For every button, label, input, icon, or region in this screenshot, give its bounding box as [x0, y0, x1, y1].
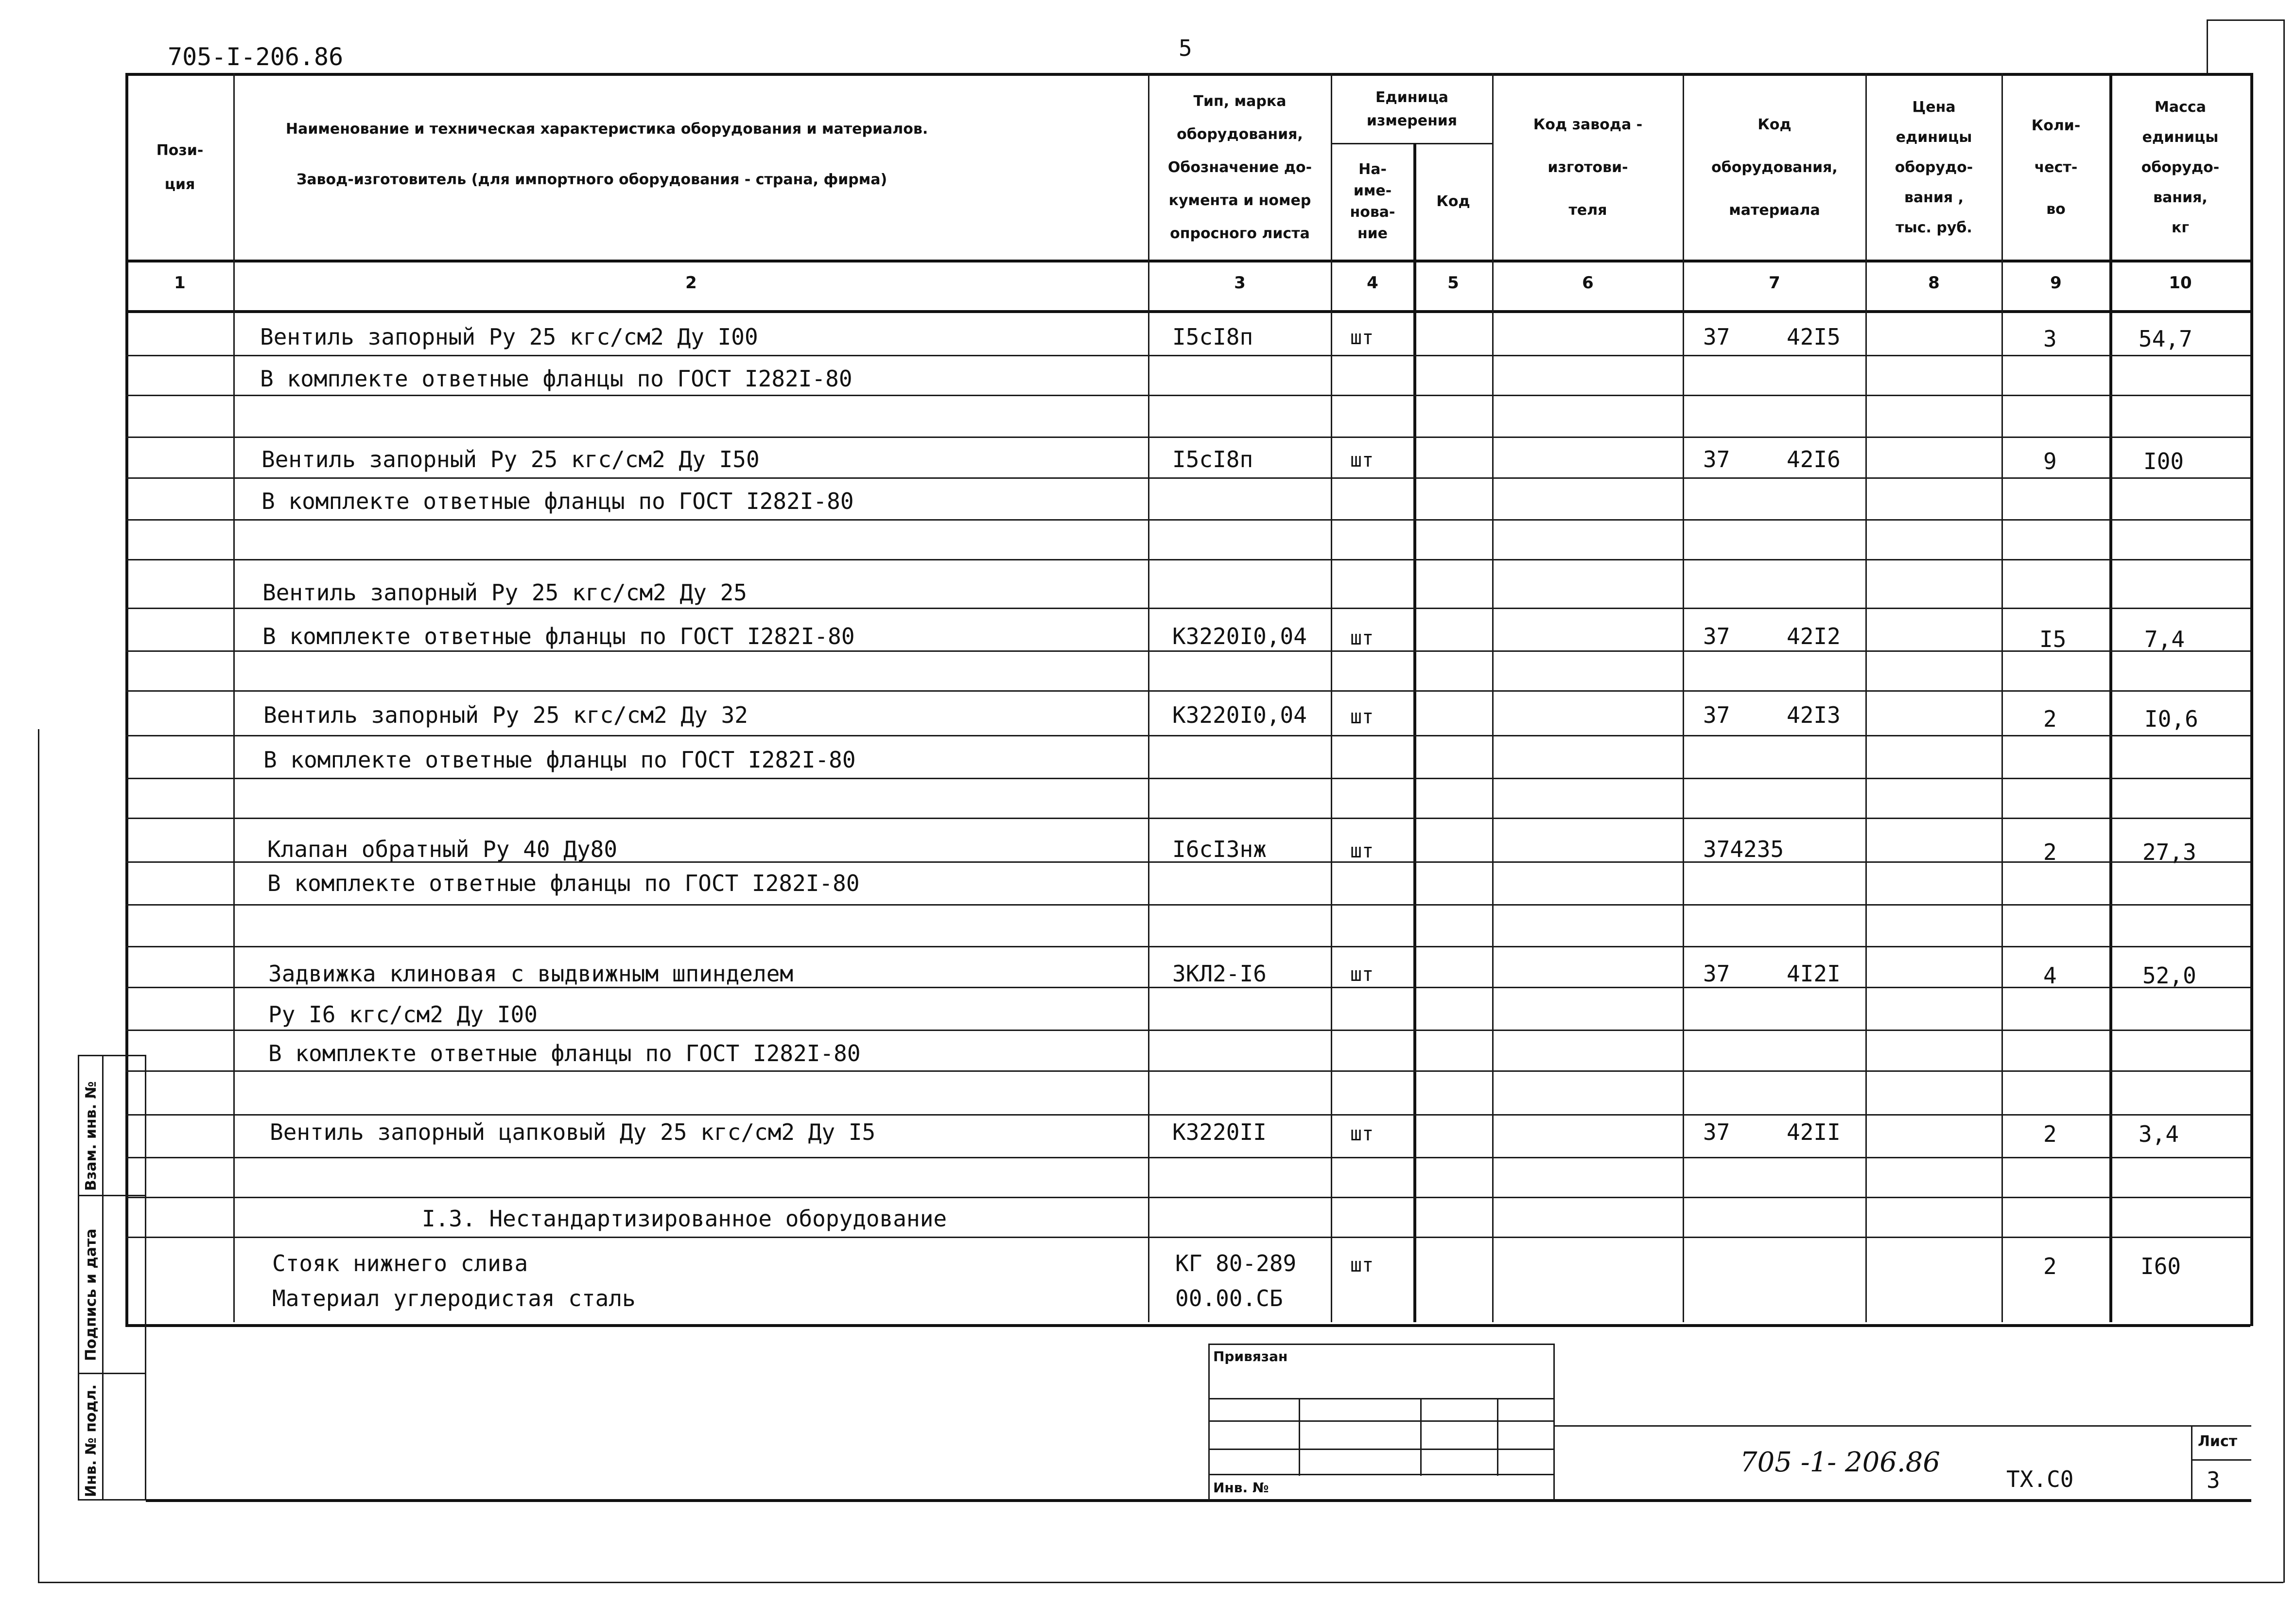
item-mass: 52,0	[2142, 962, 2196, 989]
item-name: Задвижка клиновая с выдвижным шпинделем	[268, 961, 794, 987]
header-unit-group: Единица измерения	[1366, 89, 1458, 129]
item-code-a: 37	[1703, 446, 1730, 472]
stamp-vzam: Взам. инв. №	[83, 1081, 100, 1191]
item-type: 3КЛ2-I6	[1172, 961, 1267, 987]
item-unit: шт	[1350, 627, 1374, 649]
header-equipment-code: Код оборудования, материала	[1711, 116, 1838, 219]
item-type: I5cI8п	[1172, 324, 1253, 350]
item-qty: 3	[2043, 326, 2057, 352]
col-number-7: 7	[1769, 273, 1780, 293]
header-type: Тип, марка оборудования, Обозначение до- кумента и номер опросного листа	[1167, 93, 1312, 242]
page-number: 5	[1179, 35, 1192, 61]
item-mass: I60	[2140, 1253, 2181, 1279]
stamp-inv: Инв. № подл.	[83, 1384, 100, 1497]
item-unit: шт	[1350, 327, 1374, 349]
item-qty: I5	[2039, 626, 2067, 652]
header-factory-code: Код завода - изготови- теля	[1533, 116, 1643, 219]
item-mass: 54,7	[2139, 326, 2192, 352]
stamp-podpis: Подпись и дата	[83, 1228, 100, 1361]
doc-code-top: 705-I-206.86	[168, 43, 344, 71]
item-type: К3220I0,04	[1172, 702, 1307, 728]
item-name: Материал углеродистая сталь	[272, 1285, 636, 1311]
frame-corner	[2207, 19, 2208, 73]
item-name: Вентиль запорный цапковый Ду 25 кгс/см2 Ду I5	[270, 1119, 876, 1145]
header-unit-name: На- име- нова- ние	[1350, 161, 1395, 242]
item-mass: 3,4	[2139, 1121, 2179, 1147]
title-sheet-label: Лист	[2198, 1433, 2238, 1450]
item-name: Клапан обратный Ру 40 Ду80	[267, 836, 618, 862]
item-name: В комплекте ответные фланцы по ГОСТ I282I-80	[263, 747, 856, 773]
item-qty: 2	[2043, 1121, 2057, 1147]
col-number-6: 6	[1582, 273, 1594, 293]
item-unit: шт	[1350, 1123, 1374, 1145]
frame-bottom	[38, 1582, 2283, 1583]
item-code-b: 4I2I	[1787, 961, 1841, 987]
col-number-4: 4	[1367, 273, 1378, 293]
item-name: Стояк нижнего слива	[272, 1250, 528, 1276]
header-unit-code: Код	[1436, 193, 1470, 210]
item-name: В комплекте ответные фланцы по ГОСТ I282I-80	[262, 623, 855, 649]
header-name-line2: Завод-изготовитель (для импортного оборудования - страна, фирма)	[296, 171, 887, 188]
item-name: Вентиль запорный Ру 25 кгс/см2 Ду I00	[260, 324, 758, 350]
item-name: Вентиль запорный Ру 25 кгс/см2 Ду 32	[263, 702, 748, 728]
item-qty: 2	[2043, 1253, 2057, 1279]
frame-right	[2283, 19, 2285, 1583]
header-mass: Масса единицы оборудо- вания, кг	[2141, 99, 2220, 236]
item-name: В комплекте ответные фланцы по ГОСТ I282I-80	[267, 870, 860, 896]
title-doc-code: 705 -1- 206.86	[1740, 1447, 1940, 1478]
header-position: Пози- ция	[156, 142, 204, 193]
item-code-a: 37	[1703, 961, 1730, 987]
item-code-b: 42I5	[1787, 324, 1841, 350]
item-type: 00.00.СБ	[1175, 1285, 1283, 1311]
col-number-5: 5	[1447, 273, 1459, 293]
item-mass: I00	[2143, 448, 2184, 474]
item-type: К3220I0,04	[1172, 623, 1307, 649]
item-qty: 9	[2043, 448, 2057, 474]
header-price: Цена единицы оборудо- вания , тыс. руб.	[1895, 99, 1973, 236]
col-number-10: 10	[2169, 273, 2192, 293]
title-inv-no: Инв. №	[1213, 1480, 1269, 1496]
item-unit: шт	[1350, 449, 1374, 472]
title-sheet-code: ТХ.С0	[2006, 1466, 2074, 1492]
item-mass: 27,3	[2142, 839, 2196, 865]
item-name: В комплекте ответные фланцы по ГОСТ I282I-80	[268, 1040, 861, 1066]
item-type: КГ 80-289	[1175, 1250, 1297, 1276]
header-quantity: Коли- чест- во	[2031, 117, 2081, 218]
frame-left	[38, 729, 39, 1583]
item-code-a: 374235	[1703, 836, 1784, 862]
item-unit: шт	[1350, 840, 1374, 862]
item-unit: шт	[1350, 706, 1374, 728]
section-heading: I.3. Нестандартизированное оборудование	[422, 1205, 947, 1232]
header-name-line1: Наименование и техническая характеристика оборудования и материалов.	[286, 121, 928, 138]
col-number-3: 3	[1234, 273, 1246, 293]
item-name: В комплекте ответные фланцы по ГОСТ I282I-80	[261, 488, 854, 514]
col-number-2: 2	[685, 273, 697, 293]
item-type: I5cI8п	[1172, 446, 1253, 472]
item-name: Ру I6 кгс/см2 Ду I00	[268, 1001, 538, 1028]
item-code-a: 37	[1703, 702, 1730, 728]
item-code-b: 42I2	[1787, 623, 1841, 649]
item-code-b: 42I3	[1787, 702, 1841, 728]
item-qty: 2	[2043, 706, 2057, 732]
item-code-b: 42II	[1787, 1119, 1841, 1145]
item-name: Вентиль запорный Ру 25 кгс/см2 Ду I50	[261, 446, 760, 472]
item-code-a: 37	[1703, 1119, 1730, 1145]
item-name: В комплекте ответные фланцы по ГОСТ I282I-80	[260, 366, 852, 392]
item-code-a: 37	[1703, 324, 1730, 350]
item-code-b: 42I6	[1787, 446, 1841, 472]
col-number-8: 8	[1928, 273, 1940, 293]
item-qty: 2	[2043, 839, 2057, 865]
col-number-9: 9	[2050, 273, 2062, 293]
col-number-1: 1	[174, 273, 186, 293]
item-qty: 4	[2043, 962, 2057, 989]
item-type: К3220II	[1172, 1119, 1267, 1145]
item-mass: I0,6	[2144, 706, 2198, 732]
item-mass: 7,4	[2144, 626, 2185, 652]
item-code-a: 37	[1703, 623, 1730, 649]
item-unit: шт	[1350, 1254, 1374, 1276]
title-privyazan: Привязан	[1213, 1348, 1288, 1364]
frame-top-right	[2207, 19, 2284, 21]
title-sheet-number: 3	[2207, 1467, 2220, 1493]
item-unit: шт	[1350, 963, 1374, 986]
item-name: Вентиль запорный Ру 25 кгс/см2 Ду 25	[262, 579, 747, 606]
item-type: I6cI3нж	[1172, 836, 1267, 862]
